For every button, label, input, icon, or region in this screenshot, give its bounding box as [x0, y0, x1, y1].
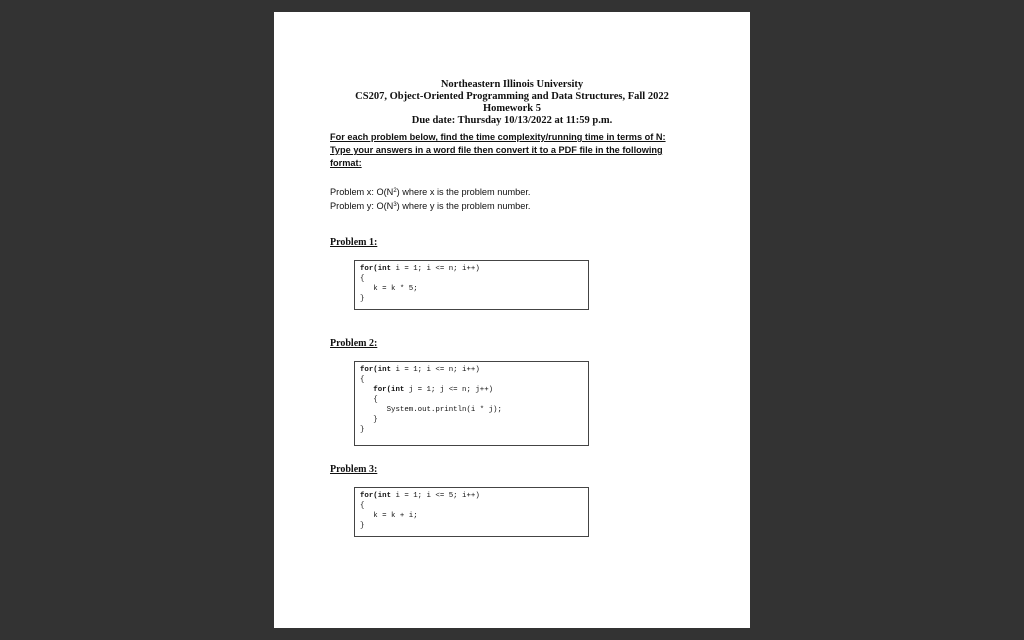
code-line	[360, 294, 583, 304]
code-line	[360, 395, 583, 405]
code-text: i = 1; i <= n; i++)	[391, 265, 480, 273]
code-text: {	[360, 502, 365, 510]
instructions-line-3: format:	[330, 158, 362, 168]
document-page[interactable]	[274, 12, 750, 628]
code-keyword: for(int	[360, 386, 405, 394]
course-title: CS207, Object-Oriented Programming and Data Structures, Fall 2022	[355, 91, 669, 102]
code-line	[360, 521, 583, 531]
code-text: {	[360, 396, 378, 404]
code-text: k = k + i;	[360, 512, 418, 520]
university-name: Northeastern Illinois University	[440, 79, 584, 90]
instructions-line-1: For each problem below, find the time complexity/running time in terms of N:	[330, 132, 666, 142]
code-line	[360, 375, 583, 385]
problem-2-heading: Problem 2:	[330, 338, 378, 349]
code-line	[360, 415, 583, 425]
problem-3-heading: Problem 3:	[330, 464, 378, 475]
code-line	[360, 405, 583, 415]
code-line	[360, 511, 583, 521]
code-text: i = 1; i <= 5; i++)	[391, 492, 480, 500]
code-line	[360, 264, 583, 274]
problem-2-code-box	[354, 361, 589, 446]
format-x-suffix: ) where x is the problem number.	[396, 187, 531, 197]
format-y-suffix: ) where y is the problem number.	[396, 201, 531, 211]
code-line	[360, 385, 583, 395]
code-text: {	[360, 376, 365, 384]
code-text: j = 1; j <= n; j++)	[404, 386, 494, 394]
code-keyword: for(int	[360, 492, 392, 500]
document-header	[274, 79, 750, 127]
problem-3-code-box	[354, 487, 589, 537]
problem-1-code-box	[354, 260, 589, 310]
code-text: }	[360, 426, 365, 434]
code-line	[360, 284, 583, 294]
code-text: }	[360, 522, 365, 530]
code-line	[360, 425, 583, 435]
format-y-exponent: 3	[393, 202, 397, 208]
code-text: }	[360, 416, 378, 424]
code-text: System.out.println(i * j);	[360, 406, 502, 414]
code-text: }	[360, 295, 365, 303]
code-text: k = k * 5;	[360, 285, 418, 293]
answer-format-examples	[330, 185, 530, 213]
code-line	[360, 491, 583, 501]
code-text: i = 1; i <= n; i++)	[391, 366, 480, 374]
format-y-prefix: Problem y: O(N	[330, 201, 394, 211]
code-line	[360, 501, 583, 511]
code-text: {	[360, 275, 365, 283]
instructions-line-2: Type your answers in a word file then convert it to a PDF file in the following	[330, 145, 663, 155]
format-x-prefix: Problem x: O(N	[330, 187, 394, 197]
code-line	[360, 274, 583, 284]
code-keyword: for(int	[360, 265, 392, 273]
format-example-y	[330, 199, 530, 213]
format-x-exponent: 2	[393, 188, 397, 194]
due-date: Due date: Thursday 10/13/2022 at 11:59 p.m.	[411, 115, 613, 126]
instructions	[330, 131, 700, 170]
code-line	[360, 365, 583, 375]
assignment-title: Homework 5	[482, 103, 542, 114]
problem-1-heading: Problem 1:	[330, 237, 378, 248]
format-example-x	[330, 185, 530, 199]
code-keyword: for(int	[360, 366, 392, 374]
